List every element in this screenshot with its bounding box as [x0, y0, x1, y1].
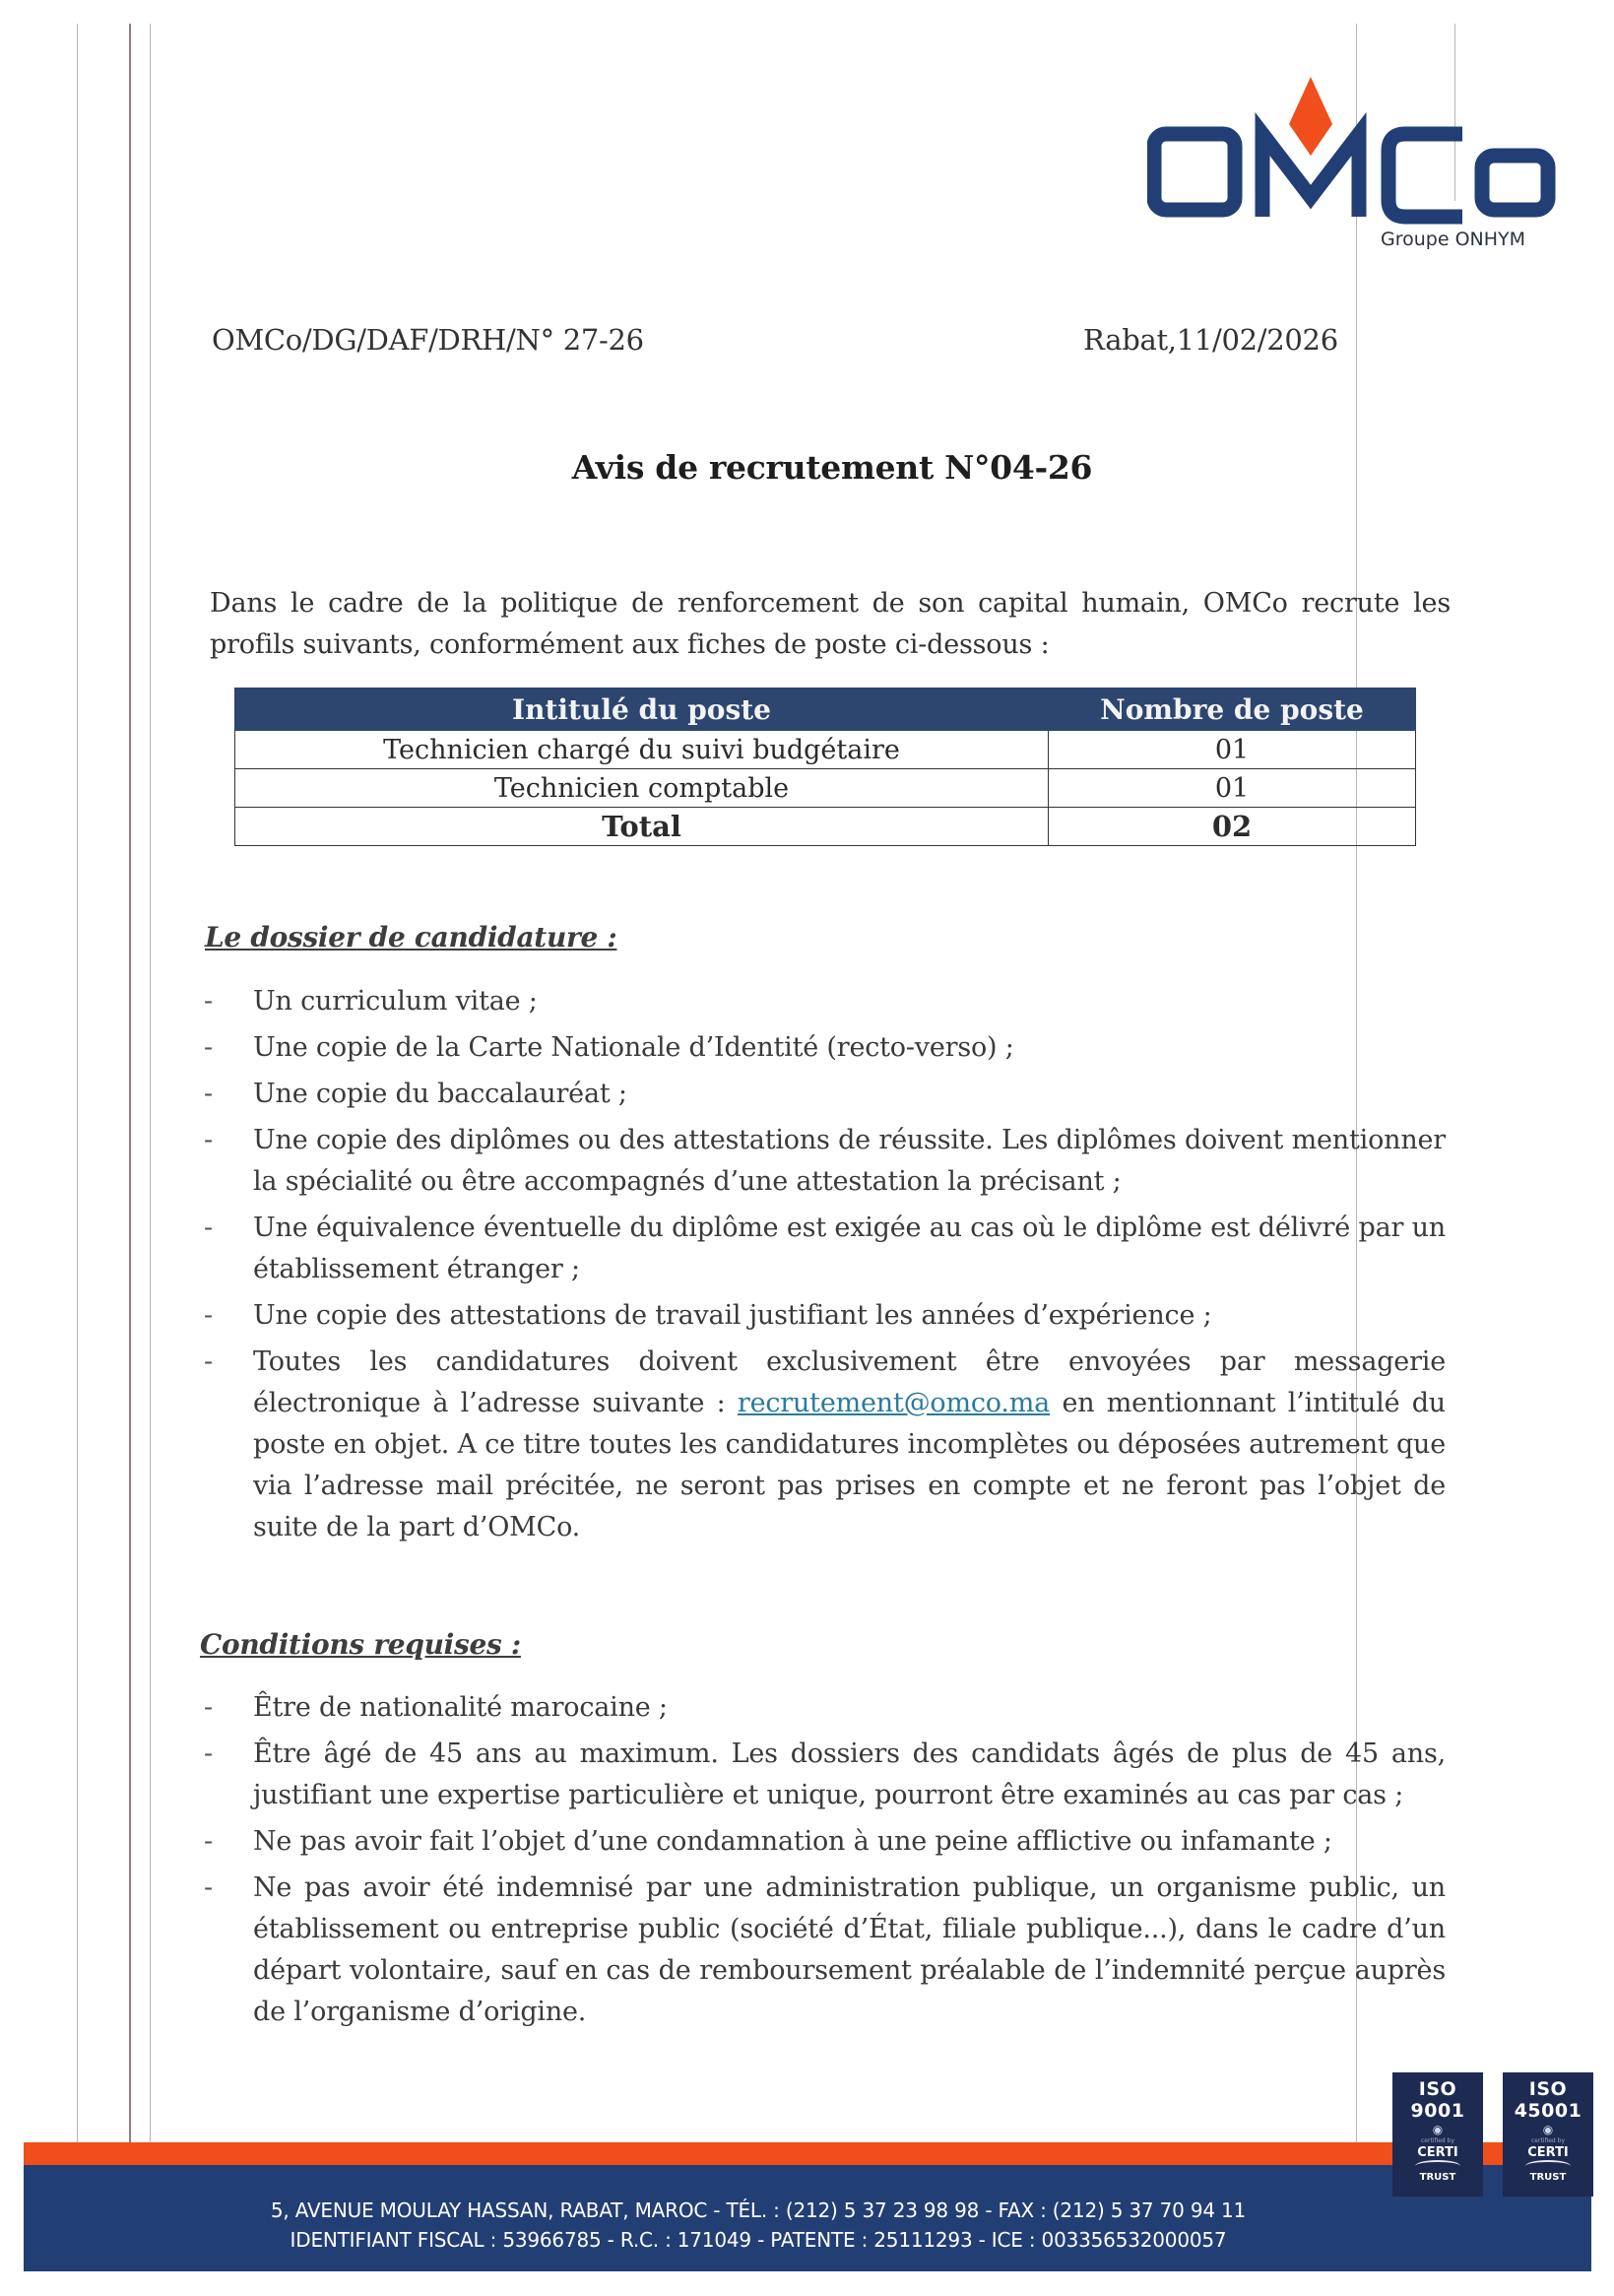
dossier-list	[202, 981, 1446, 1553]
list-item: - Être âgé de 45 ans au maximum. Les dossiers des candidats âgés de plus de 45 ans, justifiant une expertise particulière et unique, pourront être examinés au cas par cas ;	[202, 1734, 1446, 1816]
scan-line	[150, 24, 151, 2269]
list-item: - Ne pas avoir fait l’objet d’une condamnation à une peine afflictive ou infamante ;	[202, 1821, 1446, 1863]
dash-bullet: -	[204, 1826, 213, 1857]
footer-legal-ids: IDENTIFIANT FISCAL : 53966785 - R.C. : 171049 - PATENTE : 25111293 - ICE : 003356532000057	[290, 2228, 1227, 2252]
intro-paragraph: Dans le cadre de la politique de renforcement de son capital humain, OMCo recrute les profils suivants, conformément aux fiches de poste ci-dessous :	[210, 588, 1451, 660]
arc-icon	[1415, 2160, 1460, 2172]
reference-number: OMCo/DG/DAF/DRH/N° 27-26	[212, 323, 644, 357]
dash-bullet: -	[204, 1032, 213, 1063]
dash-bullet: -	[204, 986, 213, 1017]
position-count: 01	[1049, 769, 1416, 808]
page-title: Avis de recrutement N°04-26	[571, 448, 1093, 487]
section-heading-conditions: Conditions requises :	[200, 1628, 521, 1661]
table-header-row	[235, 689, 1416, 731]
table-row	[235, 731, 1416, 769]
position-title: Technicien comptable	[235, 769, 1049, 808]
omco-logo-icon	[1147, 77, 1561, 254]
iso-45001-badge: ISO 45001 ◉ certified by CERTI TRUST	[1503, 2072, 1593, 2197]
column-header-count: Nombre de poste	[1049, 689, 1416, 731]
section-heading-dossier: Le dossier de candidature :	[205, 921, 617, 953]
table-row	[235, 769, 1416, 808]
position-count: 01	[1049, 731, 1416, 769]
scan-line	[77, 24, 78, 2269]
email-link[interactable]: recrutement@omco.ma	[737, 1388, 1051, 1418]
list-item: - Un curriculum vitae ;	[202, 981, 1446, 1022]
dash-bullet: -	[204, 1213, 213, 1243]
total-count: 02	[1049, 808, 1416, 846]
scan-line	[129, 24, 131, 2269]
footer-address: 5, AVENUE MOULAY HASSAN, RABAT, MAROC - TÉL. : (212) 5 37 23 98 98 - FAX : (212) 5 37 70 94 11	[270, 2198, 1247, 2222]
logo-subtitle: Groupe ONHYM	[1381, 229, 1526, 250]
list-item: - Une copie des attestations de travail justifiant les années d’expérience ;	[202, 1295, 1446, 1337]
list-item: - Une copie de la Carte Nationale d’Identité (recto-verso) ;	[202, 1027, 1446, 1069]
total-label: Total	[235, 808, 1049, 846]
document-date: Rabat,11/02/2026	[1083, 323, 1338, 357]
dash-bullet: -	[204, 1872, 213, 1903]
column-header-title: Intitulé du poste	[235, 689, 1049, 731]
iso-9001-badge: ISO 9001 ◉ certified by CERTI TRUST	[1392, 2072, 1483, 2197]
list-item: - Une copie des diplômes ou des attestations de réussite. Les diplômes doivent mentionner la spécialité ou être accompagnés d’une attestation la précisant ;	[202, 1120, 1446, 1203]
arc-icon	[1525, 2160, 1571, 2172]
dash-bullet: -	[204, 1692, 213, 1723]
positions-table	[234, 688, 1416, 846]
list-item: - Une équivalence éventuelle du diplôme est exigée au cas où le diplôme est délivré par un établissement étranger ;	[202, 1208, 1446, 1290]
globe-icon: ◉	[1542, 2123, 1554, 2136]
footer-orange-band	[24, 2142, 1591, 2166]
dash-bullet: -	[204, 1079, 213, 1109]
dash-bullet: -	[204, 1738, 213, 1769]
table-total-row	[235, 808, 1416, 846]
omco-logo	[1147, 77, 1561, 254]
dash-bullet: -	[204, 1346, 213, 1377]
position-title: Technicien chargé du suivi budgétaire	[235, 731, 1049, 769]
list-item: - Être de nationalité marocaine ;	[202, 1687, 1446, 1729]
dash-bullet: -	[204, 1125, 213, 1155]
list-item: - Une copie du baccalauréat ;	[202, 1074, 1446, 1115]
list-item: - Ne pas avoir été indemnisé par une administration publique, un organisme public, un établissement ou entreprise public (société d’État, filiale publique...), dans le cadre d’un départ volontaire, sauf en cas de remboursement préalable de l’indemnité perçue auprès de l’organisme d’origine.	[202, 1868, 1446, 2033]
globe-icon: ◉	[1432, 2123, 1444, 2136]
dash-bullet: -	[204, 1300, 213, 1331]
conditions-list	[202, 1687, 1446, 2038]
list-item: - Toutes les candidatures doivent exclusivement être envoyées par messagerie électronique à l’adresse suivante : recrutement@omco.ma en mentionnant l’intitulé du poste en objet. A ce titre toutes les candidatures incomplètes ou déposées autrement que via l’adresse mail précitée, ne seront pas prises en compte et ne feront pas l’objet de suite de la part d’OMCo.	[202, 1342, 1446, 1548]
